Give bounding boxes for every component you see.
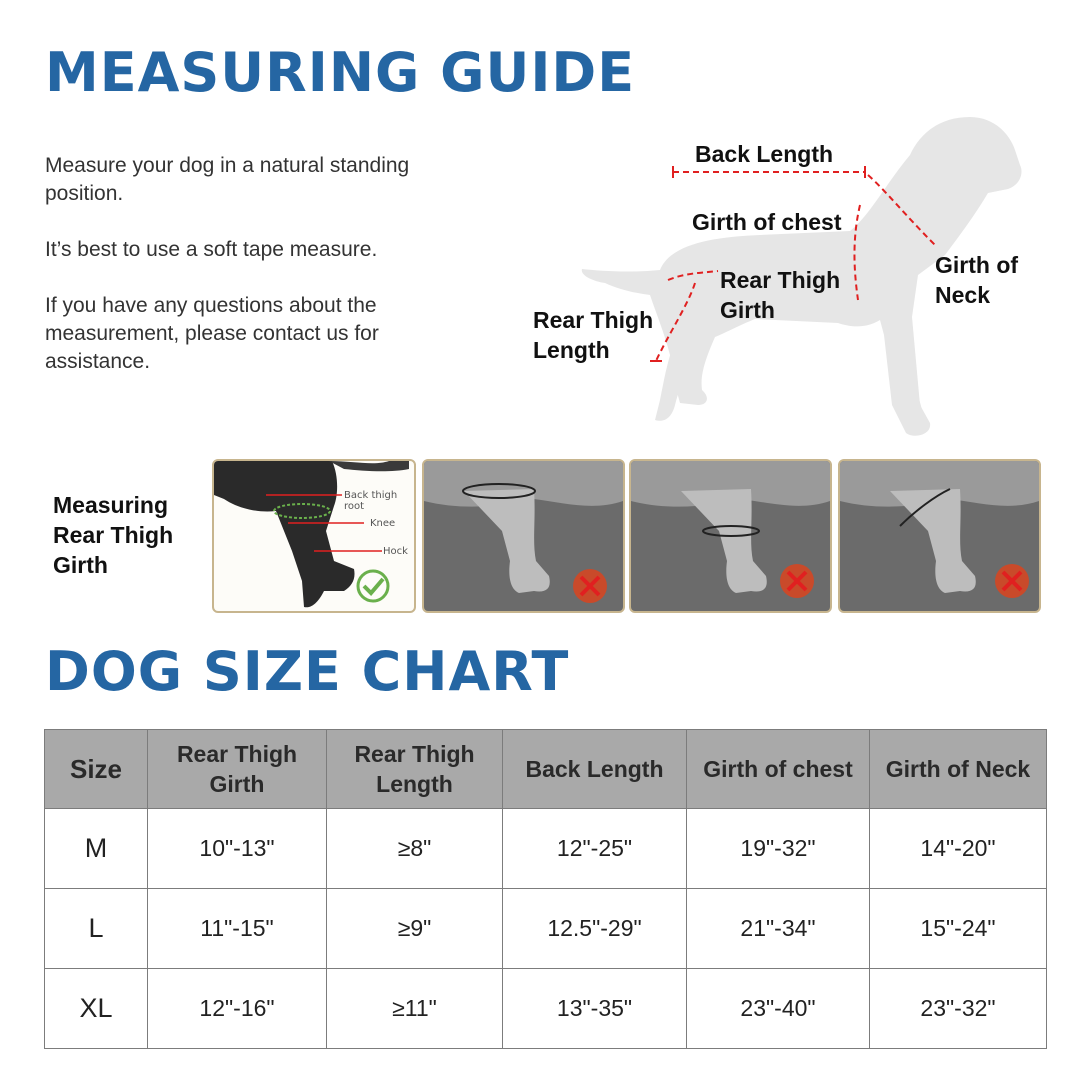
col-header-girth-of-chest: Girth of chest xyxy=(687,730,870,809)
label-hock: Hock xyxy=(383,546,408,557)
label-girth-of-neck xyxy=(935,250,1018,310)
title-line: Measuring xyxy=(53,492,169,518)
cell: ≥8" xyxy=(327,809,503,889)
table-row xyxy=(45,809,1047,889)
intro-paragraph: It’s best to use a soft tape measure. xyxy=(45,238,378,261)
col-header-rear-thigh-girth: Rear Thigh Girth xyxy=(148,730,327,809)
label-girth-of-chest: Girth of chest xyxy=(692,209,842,235)
thigh-panel-wrong xyxy=(838,459,1041,613)
col-header-girth-of-neck: Girth of Neck xyxy=(870,730,1047,809)
cell: 21"-34" xyxy=(687,889,870,969)
label-line: Neck xyxy=(935,282,990,308)
cell: 11"-15" xyxy=(148,889,327,969)
cell: 12.5"-29" xyxy=(503,889,687,969)
label-line: Girth xyxy=(720,297,775,323)
cell: 15"-24" xyxy=(870,889,1047,969)
size-chart-table xyxy=(44,729,1047,1049)
col-header-rear-thigh-length: Rear Thigh Length xyxy=(327,730,503,809)
col-header-back-length: Back Length xyxy=(503,730,687,809)
label-back-thigh-root: Back thigh root xyxy=(344,490,398,512)
check-icon xyxy=(358,571,388,601)
label-knee: Knee xyxy=(370,518,396,529)
cell-size: L xyxy=(45,889,148,969)
cell: ≥11" xyxy=(327,969,503,1049)
intro-paragraph: Measure your dog in a natural standing position. xyxy=(45,154,410,205)
label-rear-thigh-girth xyxy=(720,265,840,325)
page-title: MEASURING GUIDE xyxy=(45,41,636,104)
cell: 12"-25" xyxy=(503,809,687,889)
thigh-panel-wrong xyxy=(629,459,832,613)
thigh-panel-correct xyxy=(212,459,416,613)
title-line: Girth xyxy=(53,552,108,578)
size-chart-title: DOG SIZE CHART xyxy=(45,640,570,703)
dog-measure-diagram xyxy=(520,105,1080,445)
cell: 14"-20" xyxy=(870,809,1047,889)
thigh-illustration xyxy=(631,461,830,611)
col-header-size: Size xyxy=(45,730,148,809)
cell: 10"-13" xyxy=(148,809,327,889)
label-back-length: Back Length xyxy=(695,141,834,167)
table-header-row xyxy=(45,730,1047,809)
cell: 19"-32" xyxy=(687,809,870,889)
label-line: Length xyxy=(533,337,610,363)
cell: 13"-35" xyxy=(503,969,687,1049)
thigh-illustration xyxy=(214,461,414,611)
table-row xyxy=(45,889,1047,969)
cell: 23"-32" xyxy=(870,969,1047,1049)
intro-text xyxy=(45,152,485,404)
cell: ≥9" xyxy=(327,889,503,969)
thigh-illustration xyxy=(840,461,1039,611)
label-line: Rear Thigh xyxy=(720,267,841,293)
label-rear-thigh-length xyxy=(533,305,653,365)
label-line: Rear Thigh xyxy=(533,307,654,333)
cell-size: XL xyxy=(45,969,148,1049)
label-line: Girth of xyxy=(935,252,1019,278)
thigh-panel-wrong xyxy=(422,459,625,613)
intro-paragraph: If you have any questions about the measurement, please contact us for assistance. xyxy=(45,294,379,373)
thigh-illustration xyxy=(424,461,623,611)
cell-size: M xyxy=(45,809,148,889)
table-row xyxy=(45,969,1047,1049)
thigh-section-title xyxy=(53,490,173,580)
title-line: Rear Thigh xyxy=(53,522,174,548)
cell: 23"-40" xyxy=(687,969,870,1049)
cell: 12"-16" xyxy=(148,969,327,1049)
